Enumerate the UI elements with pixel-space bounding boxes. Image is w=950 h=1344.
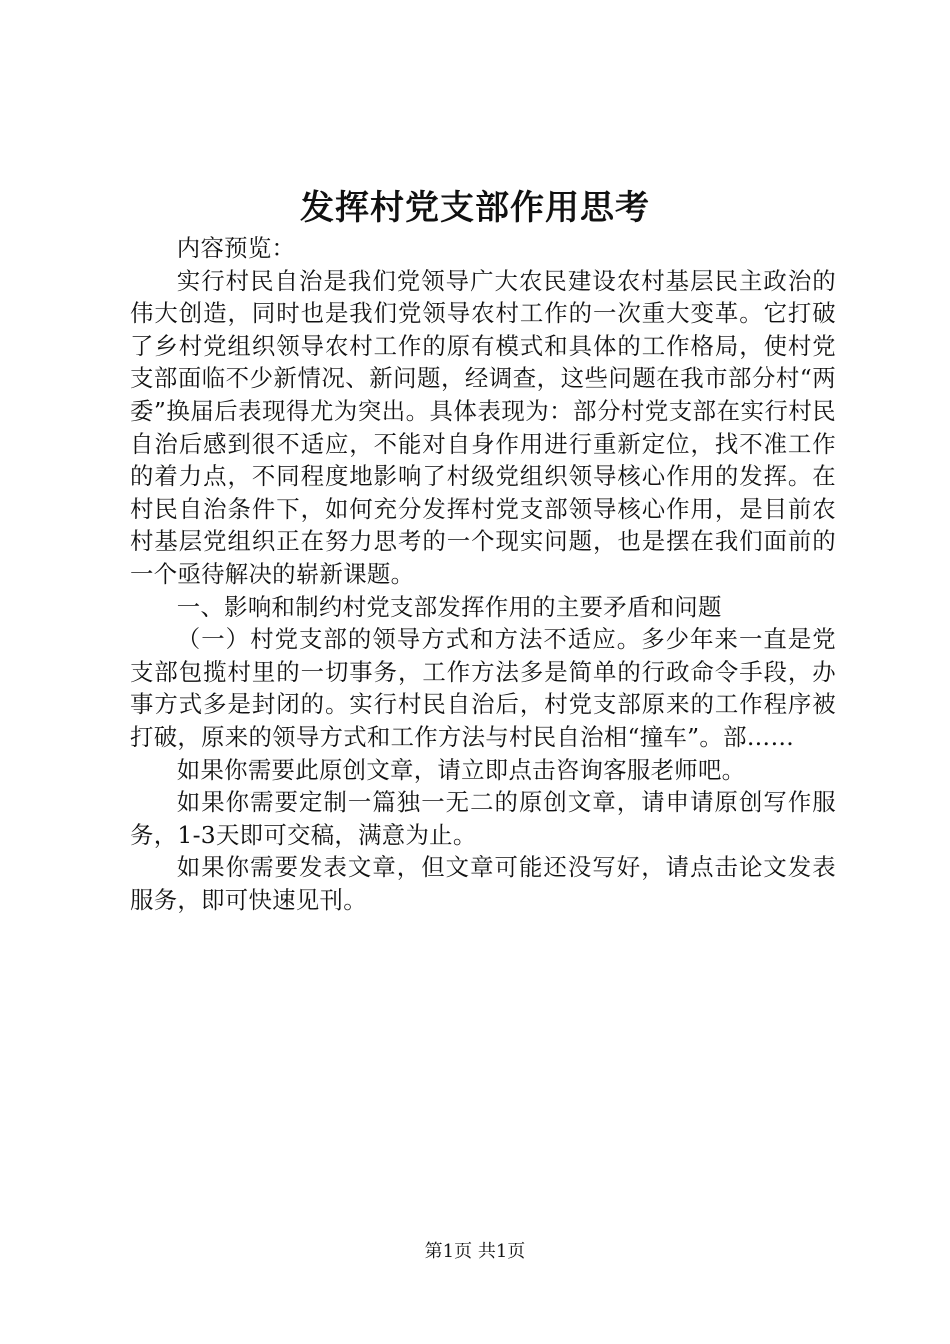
document-title: 发挥村党支部作用思考: [300, 188, 650, 228]
section-heading: 一、影响和制约村党支部发挥作用的主要矛盾和问题: [176, 592, 722, 621]
consult-link[interactable]: 如果你需要此原创文章，请立即点击咨询客服老师吧。: [176, 755, 746, 784]
body-paragraph: 实行村民自治是我们党领导广大农民建设农村基层民主政治的伟大创造，同时也是我们党领导农村工作的一次重大变革。它打破了乡村党组织领导农村工作的原有模式和具体的工作格局，使村党支部面临不少新情况、新问题，经调查，这些问题在我市部分村“两委”换届后表现得尤为突出。具体表现为：部分村党支部在实行村民自治后感到很不适应，不能对自身作用进行重新定位，找不准工作的着力点，不同程度地影响了村级党组织领导核心作用的发挥。在村民自治条件下，如何充分发挥村党支部领导核心作用，是目前农村基层党组织正在努力思考的一个现实问题，也是摆在我们面前的一个亟待解决的崭新课题。: [130, 266, 836, 588]
preview-label: 内容预览：: [176, 234, 296, 262]
body-paragraph: （一）村党支部的领导方式和方法不适应。多少年来一直是党支部包揽村里的一切事务，工作方法多是简单的行政命令手段，办事方式多是封闭的。实行村民自治后，村党支部原来的工作程序被打破，原来的领导方式和工作方法与村民自治相“撞车”。部……: [130, 625, 836, 751]
publish-service-link[interactable]: 如果你需要发表文章，但文章可能还没写好，请点击论文发表服务，即可快速见刊。: [130, 853, 836, 914]
custom-writing-link[interactable]: 如果你需要定制一篇独一无二的原创文章，请申请原创写作服务，1-3天即可交稿，满意为止。: [130, 788, 836, 849]
document-body: [130, 232, 836, 916]
page-number: 第1页 共1页: [424, 1241, 526, 1262]
